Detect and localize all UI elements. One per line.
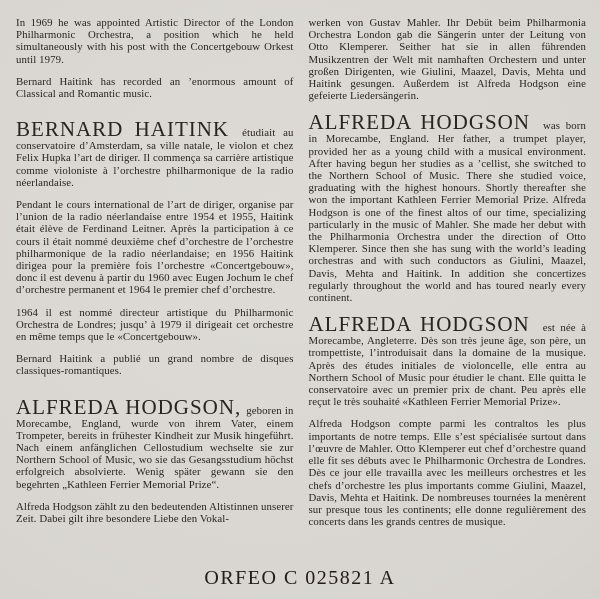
paragraph-haitink-french-4: Bernard Haitink a publié un grand nombre de disques classiques-romantiques. <box>16 353 294 378</box>
paragraph-hodgson-german-2: Alfreda Hodgson zählt zu den bedeutenden Altistinnen unserer Zeit. Dabei gilt ihre besondere Liebe den Vokal- <box>16 500 294 526</box>
right-column <box>309 17 587 538</box>
paragraph-haitink-french-1 <box>16 119 294 189</box>
paragraph-haitink-english-2: Bernard Haitink has recorded an ’enormous amount of Classical and Romantic music. <box>16 75 294 101</box>
paragraph-haitink-english-1: In 1969 he was appointed Artistic Director of the London Philharmonic Orchestra, a position which he held simultaneously with his post with the Concertgebouw Orkest until 1979. <box>16 17 294 66</box>
left-column <box>16 17 294 538</box>
heading-bernard-haitink-french: BERNARD HAITINK <box>16 117 230 142</box>
heading-alfreda-hodgson-french: ALFREDA HODGSON <box>308 312 530 337</box>
paragraph-hodgson-english-1 <box>309 112 587 304</box>
haitink-french-runin-text: étudiait au conservatoire d’Amsterdam, sa ville natale, le violon et chez Felix Hupka l’art de diriger. Il commença sa carrière artistique comme violoniste à l’orchestre philharmonique de la radio néerlandaise. <box>16 127 294 189</box>
heading-alfreda-hodgson-english: ALFREDA HODGSON <box>308 110 530 135</box>
paragraph-hodgson-french-2: Alfreda Hodgson compte parmi les contraltos les plus importants de notre temps. Elle s’est spécialisée surtout dans l’œuvre de Mahler. Otto Klemperer eut chef d’orchestre quand elle fit ses débuts avec le Philharmonic Orchestra de Londres. Dès ce jour elle travailla avec les meilleurs orchestres et les chefs d’orchestre les plus importants comme Giulini, Maazel, Davis, Mehta et Haitink. De nombreuses tournées la menèrent sur presque tous les continents; elle donne regulièrement des concerts dans les grands centres de musique. <box>308 418 586 529</box>
hodgson-english-runin-text: was born in Morecambe, England. Her father, a trumpet player, provided her as a young child with a musical environment. After having begun her studies as a ’cellist, she switched to the Northern School of Music. There she studied voice, graduating with the highest honours. Shortly thereafter she won the important Kathleen Ferrier Memorial Prize. Alfreda Hodgson is one of the finest altos of our time, specializing particularly in the music of Mahler. She made her debut with the Philharmonia Orchestra under the direction of Otto Klemperer. Since then she has sung with the world’s leading orchestras and with such conductors as Giulini, Maazel, Davis, Mehta and Haitink. In addition she concertizes regularly throughout the world and has toured nearly every continent. <box>308 120 586 305</box>
paragraph-hodgson-german-continued: werken von Gustav Mahler. Ihr Debüt beim Philharmonia Orchestra London gab die Sängerin unter der Leitung von Otto Klemperer. Seither hat sie in allen führenden Musikzentren der Welt mit namhaften Orchestern und unter großen Dirigenten, wie Giulini, Maazel, Davis, Mehta und Haitink gesungen. Außerdem ist Alfreda Hodgson eine gefeierte Liedersängerin. <box>308 17 586 103</box>
paragraph-hodgson-french-1 <box>309 314 587 408</box>
catalog-number: ORFEO C 025821 A <box>204 567 396 589</box>
paragraph-haitink-french-2: Pendant le cours international de l’art de diriger, organise par l’union de la radio néerlandaise entre 1954 et 1955, Haitink était élève de Ferdinand Leitner. Après la participation à ce cours il était nommé deuxième chef d’orchestre de l’orchestre philharmonique de la radio néerlandaise; en 1956 Haitink dirigea pour la première fois l’orchestre «Concertgebouw», donc il est devenu à partir du 1960 avec Eugen Jochum le chef d’orchestre permanent et 1964 le premier chef d’orchestre. <box>16 199 294 297</box>
paragraph-hodgson-german-1 <box>16 394 294 491</box>
heading-alfreda-hodgson-german: ALFREDA HODGSON, <box>16 394 242 419</box>
hodgson-french-runin-text: est née à Morecambe, Angleterre. Dès son très jeune âge, son père, un trompettiste, l’introduisait dans la domaine de la musique. Après des études initiales de violoncelle, elle entra au Northern School of Music pour étudier le chant. Elle quitta le conservatoire avec un premier prix de chant. Peu après elle reçut le très souhaité «Kathleen Ferrier Memorial Prize». <box>308 322 586 409</box>
paragraph-haitink-french-3: 1964 il est nommé directeur artistique du Philharmonic Orchestra de Londres; jusqu’ à 1979 il dirigeait cet orchestre en même temps que le «Concertgebouw». <box>16 306 294 344</box>
text-columns <box>16 17 586 538</box>
hodgson-german-runin-text: geboren in Morecambe, England, wurde von ihrem Vater, einem Trompeter, bereits in frühester Kindheit zur Musik hingeführt. Nach einem anfänglichen Cellostudium wechselte sie zur Northern School of Music, wo sie das Gesangsstudium höchst erfolgreich absolvierte. Wenig später gewann sie den begehrten „Kathleen Ferrier Memorial Prize“. <box>16 404 294 491</box>
